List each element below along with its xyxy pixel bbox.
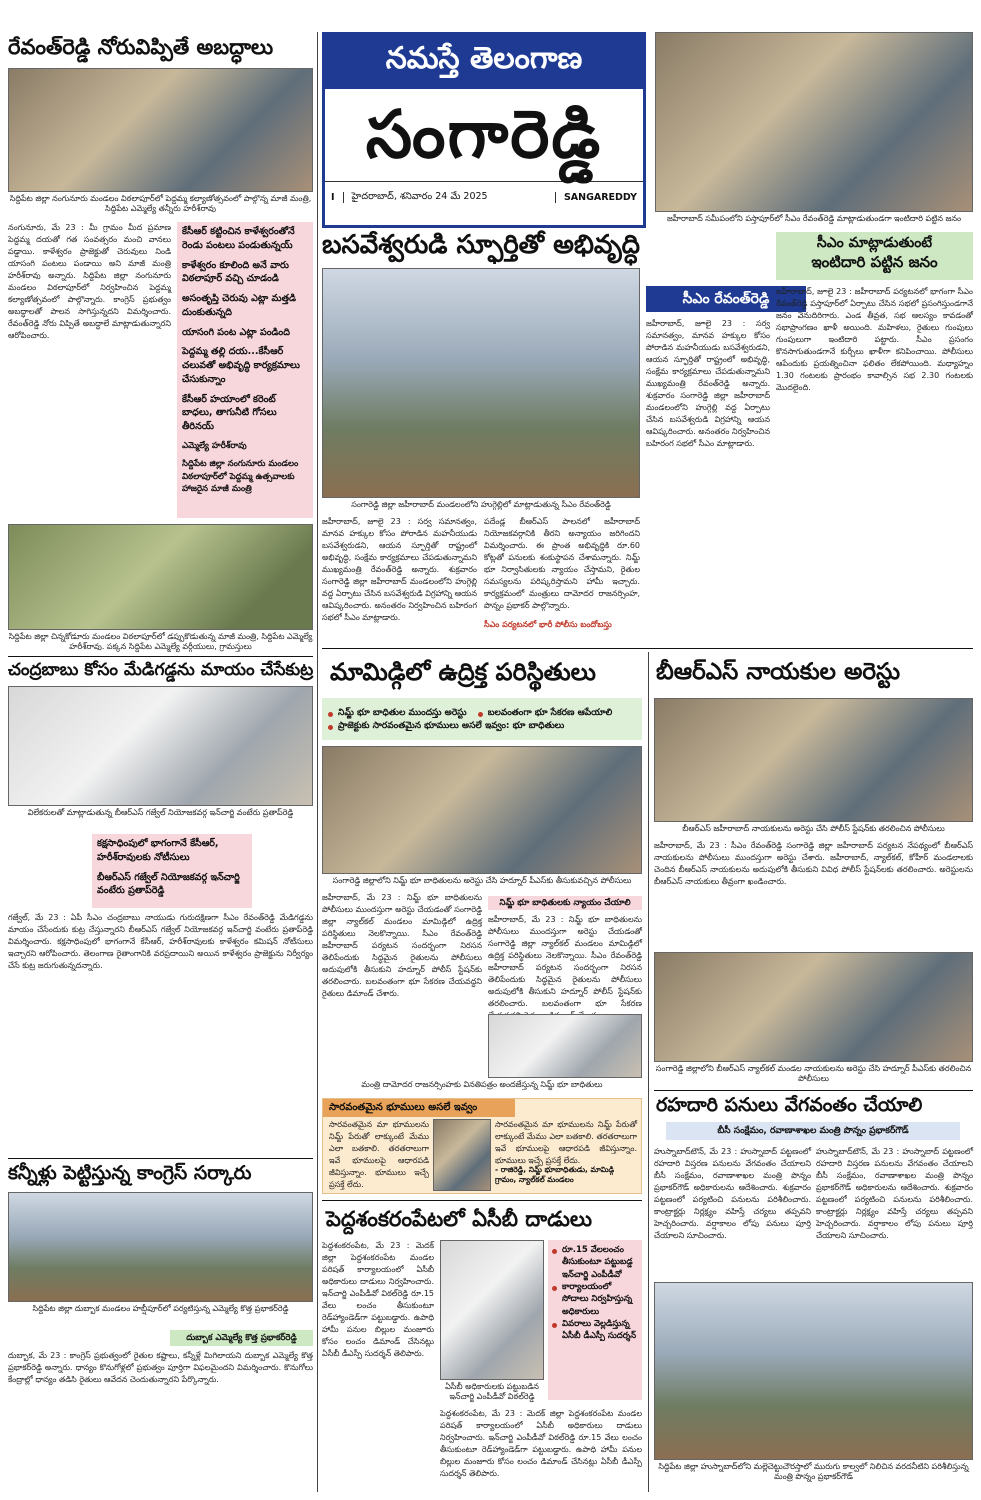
masthead	[322, 32, 646, 228]
roads-article-body-2: హుస్నాబాద్‌టౌన్, మే 23 : హుస్నాబాద్ పట్టణంలో రహదారి విస్తరణ పనులను వేగవంతం చేయాలని బీసీ సంక్షేమం, రవాణాశాఖల మంత్రి పొన్నం ప్రభాకర్‌గౌడ్ అధికారులను ఆదేశించారు. శుక్రవారం పట్టణంలో పర్యటించి పనులను పరిశీలించారు. కాంట్రాక్టర్లు నిర్లక్ష్యం వహిస్తే చర్యలు తప్పవని హెచ్చరించారు. వర్షాకాలం లోపు పనులు పూర్తి చేయాలని సూచించారు.	[816, 1147, 973, 1240]
mamidgi-point: బలవంతంగా భూ సేకరణ ఆపేయాలి	[478, 707, 613, 720]
fertile-land-box	[322, 1098, 642, 1194]
point-current: కేసీఆర్ హయాంలో కరెంట్ బాధలు, తాగునీటి గోసలు తీరినయ్	[182, 393, 277, 433]
acb-mpdo-caption: ఏసీబీ అధికారులకు పట్టుబడిన ఇన్‌చార్జి ఎంపీడీవో విఠల్‌రెడ్డి	[445, 1382, 539, 1401]
acb-article-body: పెద్దశంకరంపేట, మే 23 : మెదక్ జిల్లా పెద్దశంకరంపేట మండల పరిషత్ కార్యాలయంలో ఏసీబీ అధికారులు దాడులు నిర్వహించారు. ఇన్‌చార్జి ఎంపీడీవో విఠల్‌రెడ్డి రూ.15 వేలు లంచం తీసుకుంటూ రెడ్‌హ్యాండెడ్‌గా పట్టుబడ్డారు. ఉపాధి హామీ పనుల బిల్లుల మంజూరు కోసం లంచం డిమాండ్ చేసినట్లు ఏసీబీ డీఎస్పీ సుదర్శన్ తెలిపారు.	[322, 1241, 434, 1358]
nimz-arrest-caption: సంగారెడ్డి జిల్లాలోని నిమ్జ్ భూ బాధితులను అరెస్టు చేసి హద్నూర్ పీఎస్‌కు తీసుకువచ్చిన పోలీసులు	[332, 876, 632, 885]
kotha-prabhakar-photo	[8, 1192, 313, 1302]
mamidgi-points-bar	[322, 698, 642, 740]
acb-point: కార్యాలయంలో సోదాలు నిర్వహిస్తున్న అధికారులు	[552, 1281, 638, 1318]
crowd-leaving-photo	[655, 32, 973, 212]
point-attrib: ఎమ్మెల్యే హరీశ్‌రావు	[182, 440, 247, 451]
acb-points-box	[548, 1240, 642, 1400]
divider	[654, 1090, 973, 1091]
brs-nyalkal-arrest-photo	[654, 952, 973, 1062]
acb-points	[552, 1244, 638, 1343]
nimz-arrest-photo	[322, 746, 642, 874]
masthead-brand: నమస్తే తెలంగాణ	[385, 41, 583, 76]
acb-point: వివరాలు వెల్లడిస్తున్న ఏసీబీ డీఎస్పీ సుదర్శన్	[552, 1318, 638, 1343]
ponnam-inspection-photo	[654, 1282, 973, 1460]
fertile-land-quote-2: సారవంతమైన మా భూములను నిమ్జ్ పేరుతో లాక్కుంటే మేము ఎలా బతకాలి. తరతరాలుగా ఇవే భూములపై ఆధారపడి జీవిస్తున్నాం. భూములు ఇచ్చే ప్రసక్తే లేదు.	[495, 1120, 637, 1165]
lead-highlight: సీఎం పర్యటనలో భారీ పోలీసు బందోబస్తు	[484, 620, 612, 629]
mamidgi-point: ప్రాజెక్టుకు సారవంతమైన భూములు అసలే ఇవ్వం: భూ బాధితులు	[328, 720, 636, 733]
mamidgi-article-body: జహీరాబాద్, మే 23 : నిమ్జ్ భూ బాధితులను పోలీసులు ముందస్తుగా అరెస్టు చేయడంతో సంగారెడ్డి జిల్లా న్యాల్‌కల్ మండలం మామిడ్గిలో ఉద్రిక్త పరిస్థితులు నెలకొన్నాయి. సీఎం రేవంత్‌రెడ్డి జహీరాబాద్ పర్యటన సందర్భంగా నిరసన తెలిపేందుకు సిద్ధమైన రైతులను పోలీసులు అదుపులోకి తీసుకుని హద్నూర్ పోలీస్ స్టేషన్‌కు తరలించారు. బలవంతంగా భూ సేకరణ చేయవద్దని రైతులు డిమాండ్ చేశారు.	[322, 893, 482, 998]
column-rule	[317, 32, 318, 1492]
brs-arrest-photo	[654, 698, 973, 822]
harish-rao-kalyanotsavam-photo	[8, 68, 313, 192]
point-event: సిద్దిపేట జిల్లా నంగునూరు మండలం విఠలాపూర్‌లో పెద్దమ్మ ఉత్సవాలకు హాజరైన మాజీ మంత్రి	[182, 459, 299, 494]
divider	[8, 1158, 313, 1159]
lead-article-body-3: జహీరాబాద్, జూలై 23 : సర్వ సమానత్వం, మానవ హక్కుల కోసం పోరాడిన మహనీయుడు బసవేశ్వరుడని, ఆయన స్ఫూర్తితో రాష్ట్రంలో అభివృద్ధి, సంక్షేమ కార్యక్రమాలు చేపడుతున్నామని ముఖ్యమంత్రి రేవంత్‌రెడ్డి అన్నారు. శుక్రవారం సంగారెడ్డి జిల్లా జహీరాబాద్ మండలంలోని హుగ్గెల్లి వద్ద ఏర్పాటు చేసిన బసవేశ్వరుడి విగ్రహాన్ని ఆయన ఆవిష్కరించారు. అనంతరం నిర్వహించిన బహిరంగ సభలో సీఎం మాట్లాడారు.	[646, 319, 770, 448]
right-top-headline-2: ఇంటిదారి పట్టిన జనం	[811, 252, 938, 271]
brs-arrest-caption: బీఆర్‌ఎస్ జహీరాబాద్ నాయకులను అరెస్టు చేసి పోలీస్ స్టేషన్‌కు తరలించిన పోలీసులు	[682, 824, 945, 833]
lead-headline: బసవేశ్వరుడి స్ఫూర్తితో అభివృద్ధి	[322, 230, 640, 260]
kotha-prabhakar-caption: సిద్దిపేట జిల్లా దుబ్బాక మండలం హబ్షీపూర్‌లో పర్యటిస్తున్న ఎమ్మెల్యే కొత్త ప్రభాకర్‌రెడ్డి	[32, 1304, 289, 1313]
roads-article-body: హుస్నాబాద్‌టౌన్, మే 23 : హుస్నాబాద్ పట్టణంలో రహదారి విస్తరణ పనులను వేగవంతం చేయాలని బీసీ సంక్షేమం, రవాణాశాఖల మంత్రి పొన్నం ప్రభాకర్‌గౌడ్ అధికారులను ఆదేశించారు. శుక్రవారం పట్టణంలో పర్యటించి పనులను పరిశీలించారు. కాంట్రాక్టర్లు నిర్లక్ష్యం వహిస్తే చర్యలు తప్పవని హెచ్చరించారు. వర్షాకాలం లోపు పనులు పూర్తి చేయాలని సూచించారు.	[654, 1147, 811, 1240]
brs-arrest-body: జహీరాబాద్, మే 23 : సీఎం రేవంత్‌రెడ్డి సంగారెడ్డి జిల్లా జహీరాబాద్ పర్యటన నేపథ్యంలో బీఆర్‌ఎస్ నాయకులను పోలీసులు ముందస్తుగా అరెస్టు చేశారు. జహీరాబాద్, న్యాల్‌కల్, కోహీర్ మండలాలకు చెందిన బీఆర్‌ఎస్ నాయకులను అదుపులోకి తీసుకుని వివిధ పోలీస్ స్టేషన్‌లకు తరలించారు. అరెస్టులను బీఆర్‌ఎస్ నాయకులు తీవ్రంగా ఖండించారు.	[654, 841, 973, 886]
masthead-edition: సంగారెడ్డి	[365, 96, 603, 173]
mamidgi-article-body-2: జహీరాబాద్, మే 23 : నిమ్జ్ భూ బాధితులను పోలీసులు ముందస్తుగా అరెస్టు చేయడంతో సంగారెడ్డి జిల్లా న్యాల్‌కల్ మండలం మామిడ్గిలో ఉద్రిక్త పరిస్థితులు నెలకొన్నాయి. సీఎం రేవంత్‌రెడ్డి జహీరాబాద్ పర్యటన సందర్భంగా నిరసన తెలిపేందుకు సిద్ధమైన రైతులను పోలీసులు అదుపులోకి తీసుకుని హద్నూర్ పోలీస్ స్టేషన్‌కు తరలించారు. బలవంతంగా భూ సేకరణ	[488, 915, 642, 1008]
acb-mpdo-photo	[440, 1240, 544, 1380]
lead-tag: సీఎం రేవంత్‌రెడ్డి	[646, 286, 806, 312]
mamidgi-headline: మామిడ్గిలో ఉద్రిక్త పరిస్థితులు	[330, 658, 596, 686]
acb-article-body-2: పెద్దశంకరంపేట, మే 23 : మెదక్ జిల్లా పెద్దశంకరంపేట మండల పరిషత్ కార్యాలయంలో ఏసీబీ అధికారులు దాడులు నిర్వహించారు. ఇన్‌చార్జి ఎంపీడీవో విఠల్‌రెడ్డి రూ.15 వేలు లంచం తీసుకుంటూ రెడ్‌హ్యాండెడ్‌గా పట్టుబడ్డారు. ఉపాధి హామీ పనుల బిల్లుల మంజూరు కోసం లంచం డిమాండ్ చేసినట్లు ఏసీబీ డీఎస్పీ సుదర్శన్ తెలిపారు.	[440, 1409, 642, 1478]
point-kaleshwaram: కేసీఆర్ కట్టించిన కాళేశ్వరంతోనే రెండు పంటలు పండుతున్నయ్	[182, 226, 295, 251]
dateline: హైదరాబాద్, శనివారం 24 మే 2025	[351, 190, 488, 202]
congress-tears-headline: కన్నీళ్లు పెట్టిస్తున్న కాంగ్రెస్ సర్కారు	[8, 1162, 252, 1184]
roads-headline: రహదారి పనులు వేగవంతం చేయాలి	[656, 1094, 923, 1116]
point-yasangi: యాసంగి పంట ఎట్లా పండింది	[182, 326, 290, 338]
point-vithalapur: కాళేశ్వరం కూలింది అనే వారు విఠలాపూర్ వచ్చి చూడండి	[182, 259, 289, 285]
chandrababu-points-box	[92, 834, 252, 908]
minister-petition-caption: మంత్రి దామోదర రాజనర్సింహకు వినతిపత్రం అందజేస్తున్న నిమ్జ్ భూ బాధితులు	[361, 1080, 603, 1089]
basaveshwara-statue-photo	[322, 268, 640, 498]
fertile-land-head: సారవంతమైన భూములు అసలే ఇవ్వం	[323, 1099, 515, 1117]
divider	[8, 656, 313, 657]
edition-en: SANGAREDDY	[555, 192, 637, 203]
harish-rao-kalyanotsavam-caption: సిద్దిపేట జిల్లా నంగునూరు మండలం విఠలాపూర్‌లో పెద్దమ్మ కల్యాణోత్సవంలో పాల్గొన్న మాజీ మంత్రి, సిద్దిపేట ఎమ్మెల్యే తన్నీరు హరీశ్‌రావు	[9, 194, 312, 213]
roads-tag: బీసీ సంక్షేమం, రవాణాశాఖల మంత్రి పొన్నం ప్రభాకర్‌గౌడ్	[666, 1122, 960, 1140]
congress-article-body: దుబ్బాక, మే 23 : కాంగ్రెస్ ప్రభుత్వంలో రైతుల కష్టాలు, కన్నీళ్లే మిగిలాయని దుబ్బాక ఎమ్మెల్యే కొత్త ప్రభాకర్‌రెడ్డి అన్నారు. ధాన్యం కొనుగోళ్లలో ప్రభుత్వం పూర్తిగా విఫలమైందని విమర్శించారు. కొనుగోలు కేంద్రాల్లో ధాన్యం తడిసి రైతులు ఆవేదన చెందుతున్నారని పేర్కొన్నారు.	[8, 1351, 313, 1384]
vanteru-pratap-caption: విలేకరులతో మాట్లాడుతున్న బీఆర్‌ఎస్ గజ్వేల్ నియోజకవర్గ ఇన్‌చార్జి వంటేరు ప్రతాప్‌రెడ్డి	[27, 808, 294, 817]
revanth-lies-headline: రేవంత్‌రెడ్డి నోరువిప్పితే అబద్ధాలు	[8, 35, 274, 59]
right-top-article-body: జహీరాబాద్, జూలై 23 : జహీరాబాద్ పర్యటనలో భాగంగా సీఎం రేవంత్‌రెడ్డి పస్తాపూర్‌లో ఏర్పాటు చేసిన సభలో ప్రసంగిస్తుండగానే జనం వెనుదిరిగారు. ఎండ తీవ్రత, సభ ఆలస్యం కావడంతో సభాప్రాంగణం ఖాళీ అయింది. మహిళలు, రైతులు గుంపులు గుంపులుగా ఇంటిదారి పట్టారు. సీఎం ప్రసంగం కొనసాగుతుండగానే కుర్చీలు ఖాళీగా కనిపించాయి. పోలీసులు ఆపేందుకు ప్రయత్నించినా ఫలితం లేకపోయింది. మధ్యాహ్నం 1.30 గంటలకు ప్రారంభం కావాల్సిన సభ 2.30 గంటలకు మొదలైంది.	[776, 287, 973, 392]
fertile-land-quote: సారవంతమైన మా భూములను నిమ్జ్ పేరుతో లాక్కుంటే మేము ఎలా బతకాలి. తరతరాలుగా ఇవే భూములపై ఆధారపడి జీవిస్తున్నాం. భూములు ఇచ్చే ప్రసక్తే లేదు.	[329, 1120, 429, 1189]
brs-nyalkal-arrest-caption: సంగారెడ్డి జిల్లాలోని బీఆర్‌ఎస్ న్యాల్‌కల్ మండల నాయకులను అరెస్టు చేసి హద్నూర్ పీఎస్‌కు తరలించిన పోలీసులు	[655, 1064, 972, 1083]
mamidgi-point: నిమ్జ్ భూ బాధితుల ముందస్తు అరెస్టు	[328, 707, 467, 720]
point-vanteru: బీఆర్‌ఎస్ గజ్వేల్ నియోజకవర్గ ఇన్‌చార్జి వంటేరు ప్రతాప్‌రెడ్డి	[97, 871, 240, 897]
point-peddamma: పెద్దమ్మ తల్లి దయ...కేసీఆర్ చలువతో అభివృద్ధి కార్యక్రమాలు చేసుకున్నాం	[182, 346, 300, 385]
masthead-dateline-bar	[325, 181, 643, 212]
chandrababu-article-body: గజ్వేల్, మే 23 : ఏపీ సీఎం చంద్రబాబు నాయుడు గురుదక్షిణగా సీఎం రేవంత్‌రెడ్డి మేడిగడ్డను మాయం చేసేందుకు కుట్ర చేస్తున్నారని బీఆర్‌ఎస్ గజ్వేల్ నియోజకవర్గ ఇన్‌చార్జి వంటేరు ప్రతాప్‌రెడ్డి విమర్శించారు. కక్షసాధింపులో భాగంగానే కేసీఆర్, హరీశ్‌రావులకు కాళేశ్వరం కమిషన్ నోటీసులు ఇచ్చారని ఆరోపించారు. తెలంగాణ రైతాంగానికి వరప్రదాయిని అయిన కాళేశ్వరం ప్రాజెక్టును నిర్వీర్యం చేసే కుట్ర జరుగుతున్నదన్నారు.	[8, 913, 313, 970]
minister-petition-photo	[488, 1014, 642, 1078]
masthead-brand-bar	[325, 35, 643, 89]
brs-arrest-headline: బీఆర్‌ఎస్ నాయకుల అరెస్టు	[656, 659, 901, 685]
vanteru-pratap-photo	[8, 686, 313, 806]
harish-rao-dappu-photo	[8, 524, 313, 630]
fertile-land-attrib: - రాజిరెడ్డి, నిమ్జ్ భూబాధితుడు, మామిడ్గి గ్రామం, న్యాల్‌కల్ మండలం	[495, 1165, 615, 1184]
harish-rao-points-box	[177, 222, 313, 518]
acb-headline: పెద్దశంకరంపేటలో ఏసీబీ దాడులు	[326, 1207, 593, 1231]
acb-point: రూ.15 వేలలంచం తీసుకుంటూ పట్టుబడ్డ ఇన్‌చార్జి ఎంపీడీవో	[552, 1244, 638, 1281]
rajireddy-portrait	[433, 1119, 491, 1191]
lead-article-body-1: జహీరాబాద్, జూలై 23 : సర్వ సమానత్వం, మానవ హక్కుల కోసం పోరాడిన మహనీయుడు బసవేశ్వరుడని, ఆయన స్ఫూర్తితో రాష్ట్రంలో అభివృద్ధి, సంక్షేమ కార్యక్రమాలు చేపడుతున్నామని ముఖ్యమంత్రి రేవంత్‌రెడ్డి అన్నారు. శుక్రవారం సంగారెడ్డి జిల్లా జహీరాబాద్ మండలంలోని హుగ్గెల్లి వద్ద ఏర్పాటు చేసిన బసవేశ్వరుడి విగ్రహాన్ని ఆయన ఆవిష్కరించారు. అనంతరం నిర్వహించిన బహిరంగ సభలో సీఎం మాట్లాడారు.	[322, 517, 477, 622]
right-top-headline-1: సీఎం మాట్లాడుతుంటే	[816, 235, 933, 251]
chandrababu-headline: చంద్రబాబు కోసం మేడిగడ్డను మాయం చేసేకుట్ర	[8, 660, 314, 680]
divider	[322, 648, 973, 649]
page-number: I	[331, 192, 344, 203]
point-pond: అసంతృప్తి చెరువు ఎట్లా మత్తడి దుంకుతున్నది	[182, 293, 296, 318]
ci-left-box	[776, 232, 973, 280]
crowd-leaving-caption: జహీరాబాద్ సమీపంలోని పస్తాపూర్‌లో సీఎం రేవంత్‌రెడ్డి మాట్లాడుతుండగా ఇంటిదారి పట్టిన జనం	[666, 214, 962, 223]
harish-rao-article-body: నంగునూరు, మే 23 : మీ గ్రామం మీద ప్రమాణ పెద్దమ్మ దయతో గత సంవత్సరం మంచి వానలు పడ్డాయి. కాళేశ్వరం ప్రాజెక్టుతో చెరువులు నిండి యాసంగి పంటలు పండాయి అని మాజీ మంత్రి హరీశ్‌రావు అన్నారు. సిద్దిపేట జిల్లా నంగునూరు మండలం విఠలాపూర్‌లో నిర్వహించిన పెద్దమ్మ కల్యాణోత్సవంలో పాల్గొన్నారు. కాంగ్రెస్ ప్రభుత్వం అబద్ధాలతో పాలన సాగిస్తున్నదని విమర్శించారు. రేవంత్‌రెడ్డి నోరు విప్పితే అబద్ధాలే మాట్లాడుతున్నారని ఆరోపించారు.	[8, 223, 171, 340]
harish-rao-dappu-caption: సిద్దిపేట జిల్లా చిన్నకోడూరు మండలం విఠలాపూర్‌లో డప్పుకొడుతున్న మాజీ మంత్రి, సిద్దిపేట ఎమ్మెల్యే హరీశ్‌రావు. పక్కన సిద్దిపేట ఎమ్మెల్యే వర్గీయులు, గ్రామస్తులు	[8, 632, 313, 651]
nimz-inline-head: నిమ్జ్ భూ బాధితులకు న్యాయం చేయాలి	[488, 896, 642, 910]
lead-photo-caption: సంగారెడ్డి జిల్లా జహీరాబాద్ మండలంలోని హుగ్గెల్లిలో మాట్లాడుతున్న సీఎం రేవంత్‌రెడ్డి	[351, 500, 611, 509]
point-notices: కక్షసాధింపులో భాగంగానే కేసీఆర్, హరీశ్‌రావులకు నోటీసులు	[97, 838, 219, 863]
ponnam-inspection-caption: సిద్దిపేట జిల్లా హుస్నాబాద్‌లోని మల్లెచెట్టుచౌరస్తాలో మురుగు కాల్వలో నిలిచిన వరదనీటిని పరిశీలిస్తున్న మంత్రి పొన్నం ప్రభాకర్‌గౌడ్	[658, 1462, 969, 1481]
lead-article-body-2: పదేండ్ల బీఆర్‌ఎస్ పాలనలో జహీరాబాద్ నియోజకవర్గానికి తీరని అన్యాయం జరిగిందని విమర్శించారు. ఈ ప్రాంత అభివృద్ధికి రూ.60 కోట్లతో పనులకు శంకుస్థాపన చేశామన్నారు. నిమ్జ్ భూ నిర్వాసితులకు న్యాయం చేస్తామని, రైతుల సమస్యలను పరిష్కరిస్తామని హామీ ఇచ్చారు. కార్యక్రమంలో మంత్రులు దామోదర రాజనర్సింహ, పొన్నం ప్రభాకర్ పాల్గొన్నారు.	[484, 517, 640, 610]
column-rule	[648, 652, 649, 1492]
mamidgi-points	[328, 700, 636, 733]
divider	[322, 1200, 642, 1201]
kotha-prabhakar-tag: దుబ్బాక ఎమ్మెల్యే కొత్త ప్రభాకర్‌రెడ్డి	[170, 1330, 313, 1346]
